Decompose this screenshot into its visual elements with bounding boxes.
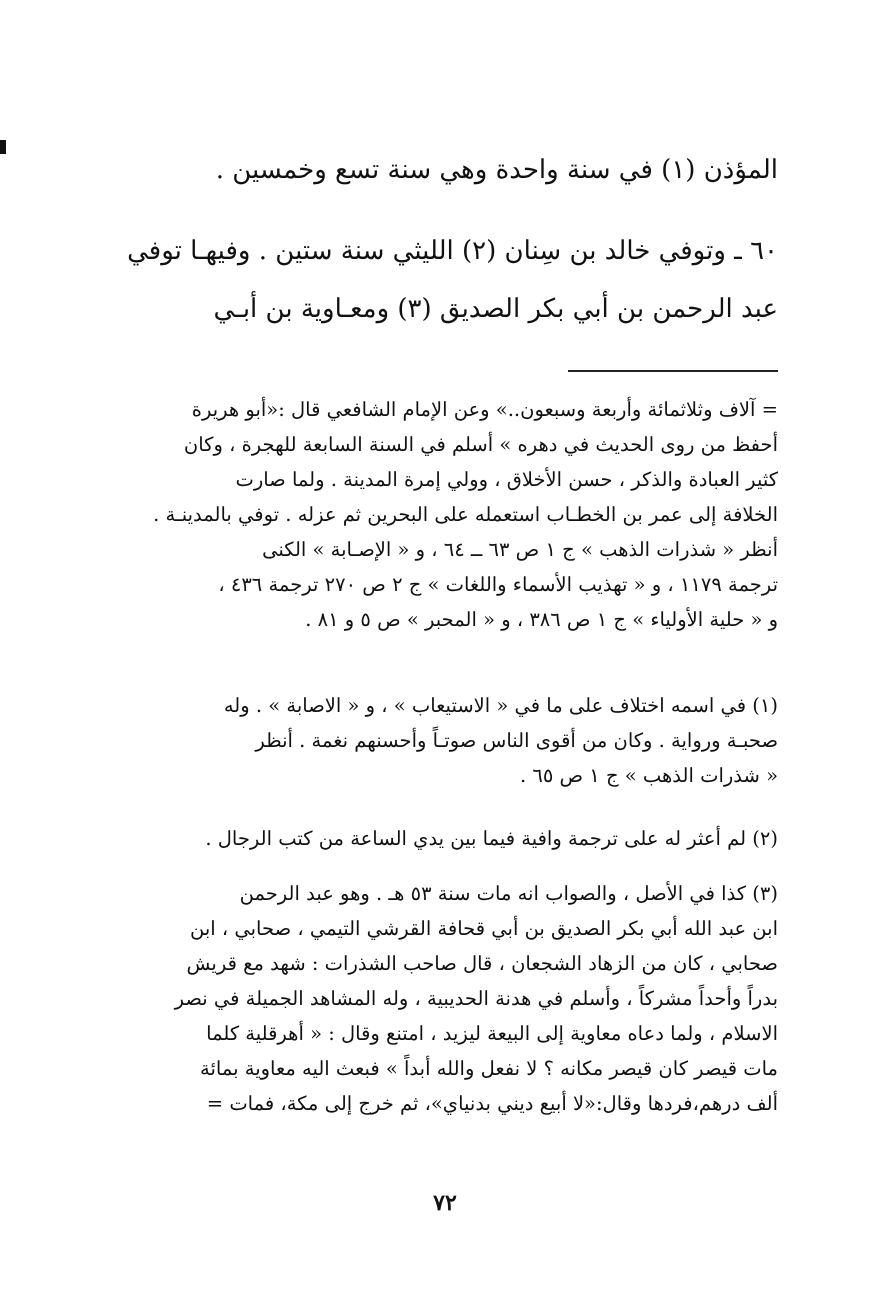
margin-mark — [0, 140, 6, 154]
footnote-divider — [568, 370, 778, 372]
text-line: المؤذن (١) في سنة واحدة وهي سنة تسع وخمسين . — [215, 155, 778, 185]
footnote-line: الخلافة إلى عمر بن الخطـاب استعمله على البحرين ثم عزله . توفي بالمدينـة . — [153, 503, 778, 526]
main-paragraph-2 — [108, 222, 778, 338]
footnote-line: (٣) كذا في الأصل ، والصواب انه مات سنة ٥٣ هـ . وهو عبد الرحمن — [239, 882, 778, 905]
footnote-line: « شذرات الذهب » ج ١ ص ٦٥ . — [519, 764, 778, 787]
main-paragraph-1 — [108, 150, 778, 190]
footnote-line: أحفظ من روى الحديث في دهره » أسلم في السنة السابعة للهجرة ، وكان — [183, 433, 778, 456]
footnote-line: (١) في اسمه اختلاف على ما في « الاستيعاب » ، و « الاصابة » . وله — [223, 694, 778, 717]
footnote-line: (٢) لم أعثر له على ترجمة وافية فيما بين يدي الساعة من كتب الرجال . — [205, 827, 778, 850]
footnote-line: ألف درهم،فردها وقال:«لا أبيع ديني بدنياي»، ثم خرج إلى مكة، فمات = — [206, 1092, 778, 1115]
footnote-line: بدراً وأحداً مشركاً ، وأسلم في هدنة الحديبية ، وله المشاهد الجميلة في نصر — [174, 987, 778, 1010]
footnote-3 — [108, 876, 778, 1121]
footnote-2 — [108, 821, 778, 856]
footnote-line: و « حلية الأولياء » ج ١ ص ٣٨٦ ، و « المحبر » ص ٥ و ٨١ . — [305, 608, 778, 631]
footnote-line: صحبـة ورواية . وكان من أقوى الناس صوتـاً وأحسنهم نغمة . أنظر — [255, 729, 778, 752]
footnote-line: أنظر « شذرات الذهب » ج ١ ص ٦٣ ــ ٦٤ ، و « الإصـابة » الكنى — [262, 538, 778, 561]
footnote-line: كثير العبادة والذكر ، حسن الأخلاق ، وولي إمرة المدينة . ولما صارت — [235, 468, 778, 491]
page-number: ٧٢ — [433, 1190, 457, 1216]
footnote-line: ترجمة ١١٧٩ ، و « تهذيب الأسماء واللغات » ج ٢ ص ٢٧٠ ترجمة ٤٣٦ ، — [218, 573, 778, 596]
footnote-1 — [108, 688, 778, 793]
footnote-continuation — [108, 392, 778, 637]
footnote-line: الاسلام ، ولما دعاه معاوية إلى البيعة ليزيد ، امتنع وقال : « أهرقلية كلما — [206, 1022, 778, 1045]
footnote-line: صحابي ، كان من الزهاد الشجعان ، قال صاحب الشذرات : شهد مع قريش — [186, 952, 778, 975]
footnote-line: = آلاف وثلاثمائة وأربعة وسبعون..» وعن الإمام الشافعي قال :«أبو هريرة — [191, 398, 778, 421]
text-line: عبد الرحمن بن أبي بكر الصديق (٣) ومعـاوية بن أبـي — [213, 294, 778, 324]
footnote-line: ابن عبد الله أبي بكر الصديق بن أبي قحافة القرشي التيمي ، صحابي ، ابن — [189, 917, 778, 940]
text-line: ٦٠ ـ وتوفي خالد بن سِنان (٢) الليثي سنة ستين . وفيهـا توفي — [127, 236, 778, 266]
footnote-line: مات قيصر كان قيصر مكانه ؟ لا نفعل والله أبداً » فبعث اليه معاوية بمائة — [200, 1057, 778, 1080]
